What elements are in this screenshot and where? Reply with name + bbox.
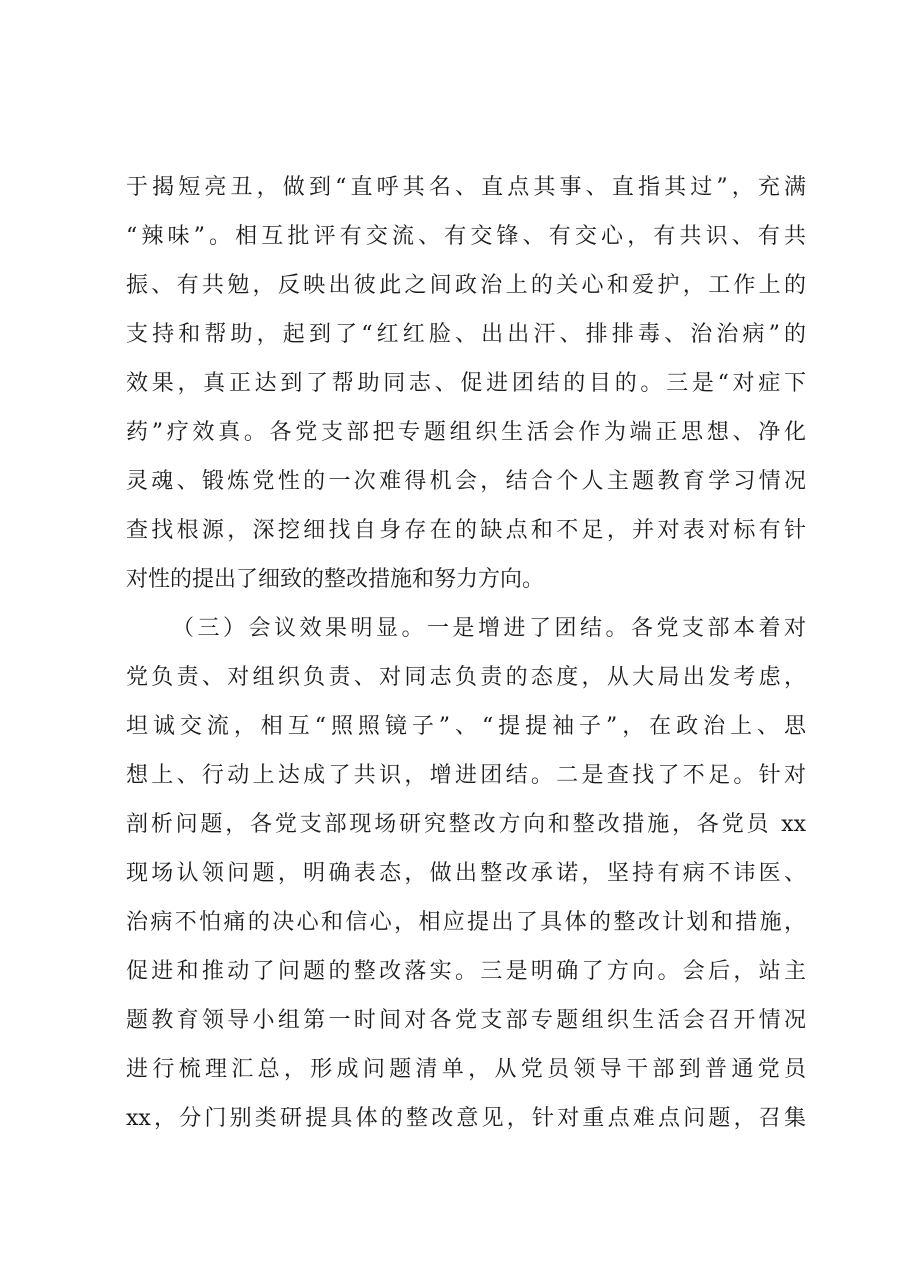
text-line: 治病不怕痛的决心和信心，相应提出了具体的整改计划和措施， xyxy=(126,910,806,935)
text-line: 剖析问题，各党支部现场研究整改方向和整改措施，各党员 xx xyxy=(126,812,806,837)
paragraph-end-line: 对性的提出了细致的整改措施和努力方向。 xyxy=(126,567,545,592)
text-line: 坦诚交流，相互“照照镜子”、“提提袖子”，在政治上、思 xyxy=(126,714,806,739)
text-line: 想上、行动上达成了共识，增进团结。二是查找了不足。针对 xyxy=(126,763,806,788)
text-line: 效果，真正达到了帮助同志、促进团结的目的。三是“对症下 xyxy=(126,371,806,396)
text-line: 党负责、对组织负责、对同志负责的态度，从大局出发考虑， xyxy=(126,665,806,690)
text-line: 进行梳理汇总，形成问题清单，从党员领导干部到普通党员 xyxy=(126,1057,806,1082)
text-line: 灵魂、锻炼党性的一次难得机会，结合个人主题教育学习情况 xyxy=(126,469,806,494)
text-line: 题教育领导小组第一时间对各党支部专题组织生活会召开情况 xyxy=(126,1008,806,1033)
text-line: 振、有共勉，反映出彼此之间政治上的关心和爱护，工作上的 xyxy=(126,273,806,298)
text-line: 查找根源，深挖细找自身存在的缺点和不足，并对表对标有针 xyxy=(126,518,806,543)
text-line: 药”疗效真。各党支部把专题组织生活会作为端正思想、净化 xyxy=(126,420,806,445)
body-text xyxy=(126,163,806,1143)
text-line: 于揭短亮丑，做到“直呼其名、直点其事、直指其过”，充满 xyxy=(126,175,806,200)
text-line: 现场认领问题，明确表态，做出整改承诺，坚持有病不讳医、 xyxy=(126,861,806,886)
section-heading-line: （三）会议效果明显。一是增进了团结。各党支部本着对 xyxy=(172,616,806,641)
text-line: xx，分门别类研提具体的整改意见，针对重点难点问题，召集 xyxy=(126,1106,806,1131)
text-line: 支持和帮助，起到了“红红脸、出出汗、排排毒、治治病”的 xyxy=(126,322,806,347)
text-line: “辣味”。相互批评有交流、有交锋、有交心，有共识、有共 xyxy=(126,224,806,249)
text-line: 促进和推动了问题的整改落实。三是明确了方向。会后，站主 xyxy=(126,959,806,984)
